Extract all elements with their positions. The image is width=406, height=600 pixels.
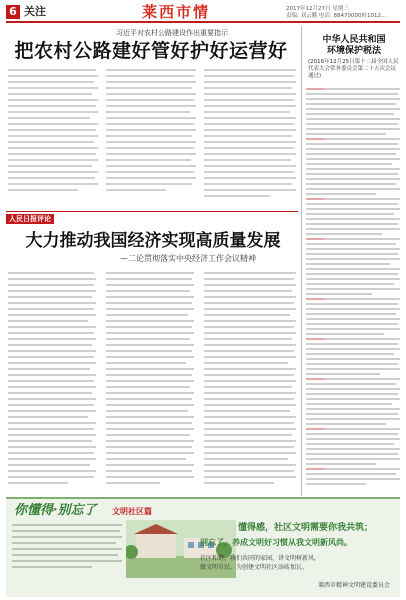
- issue-date: 2017年12月27日 星期三: [286, 6, 349, 12]
- civility-subbanner: 文明社区篇: [112, 507, 152, 516]
- civility-banner: 你懂得·别忘了: [14, 503, 97, 518]
- sidebar-subtitle: (2016年12月25日第十二届全国人民代表大会常务委员会第二十五次会议通过): [308, 59, 399, 79]
- article1-text-columns: [8, 67, 298, 202]
- article2-text-columns: [8, 270, 298, 490]
- civility-footer-1: 社区和谐，我们共同的家园，讲文明树新风，: [200, 555, 321, 562]
- sidebar-title: 中华人民共和国 环境保护税法: [322, 35, 386, 56]
- column-divider: [301, 26, 302, 496]
- header-rule: [6, 21, 400, 23]
- article1-headline: 把农村公路建好管好护好运营好: [14, 40, 288, 62]
- article2-body: [8, 270, 298, 490]
- civility-slogan-2: 别忘了，养成文明好习惯从我文明新风尚。: [200, 538, 352, 547]
- sidebar-text-lines: [306, 86, 402, 494]
- sidebar-body: [306, 86, 402, 494]
- commentary-top-rule: [6, 211, 298, 212]
- article1-body: [8, 67, 298, 202]
- civility-intro-text: [12, 522, 124, 574]
- civility-org: 莱西市精神文明建设委员会: [318, 582, 391, 589]
- section-label: 关注: [24, 5, 46, 18]
- commentary-tag-text: 人民日报评论: [9, 215, 51, 223]
- civility-intro-lines: [12, 522, 124, 574]
- commentary-tag: [6, 214, 54, 224]
- civility-slogan-1: 懂得感，社区文明需要你我共筑；: [238, 523, 374, 533]
- article2-subtitle: —二论贯彻落实中央经济工作会议精神: [120, 254, 256, 263]
- article2-headline: 大力推动我国经济实现高质量发展: [25, 231, 281, 251]
- civility-footer-2: 做文明市民，为创建文明社区添砖加瓦。: [200, 564, 309, 571]
- editor-line: 责编: 刘云鹏 电话: 88470000转1012…: [286, 13, 387, 19]
- page-number-badge: 6: [6, 5, 20, 19]
- brand-title: 莱西市情: [142, 3, 211, 21]
- article1-kicker: 习近平对农村公路建设作出重要指示: [116, 29, 228, 37]
